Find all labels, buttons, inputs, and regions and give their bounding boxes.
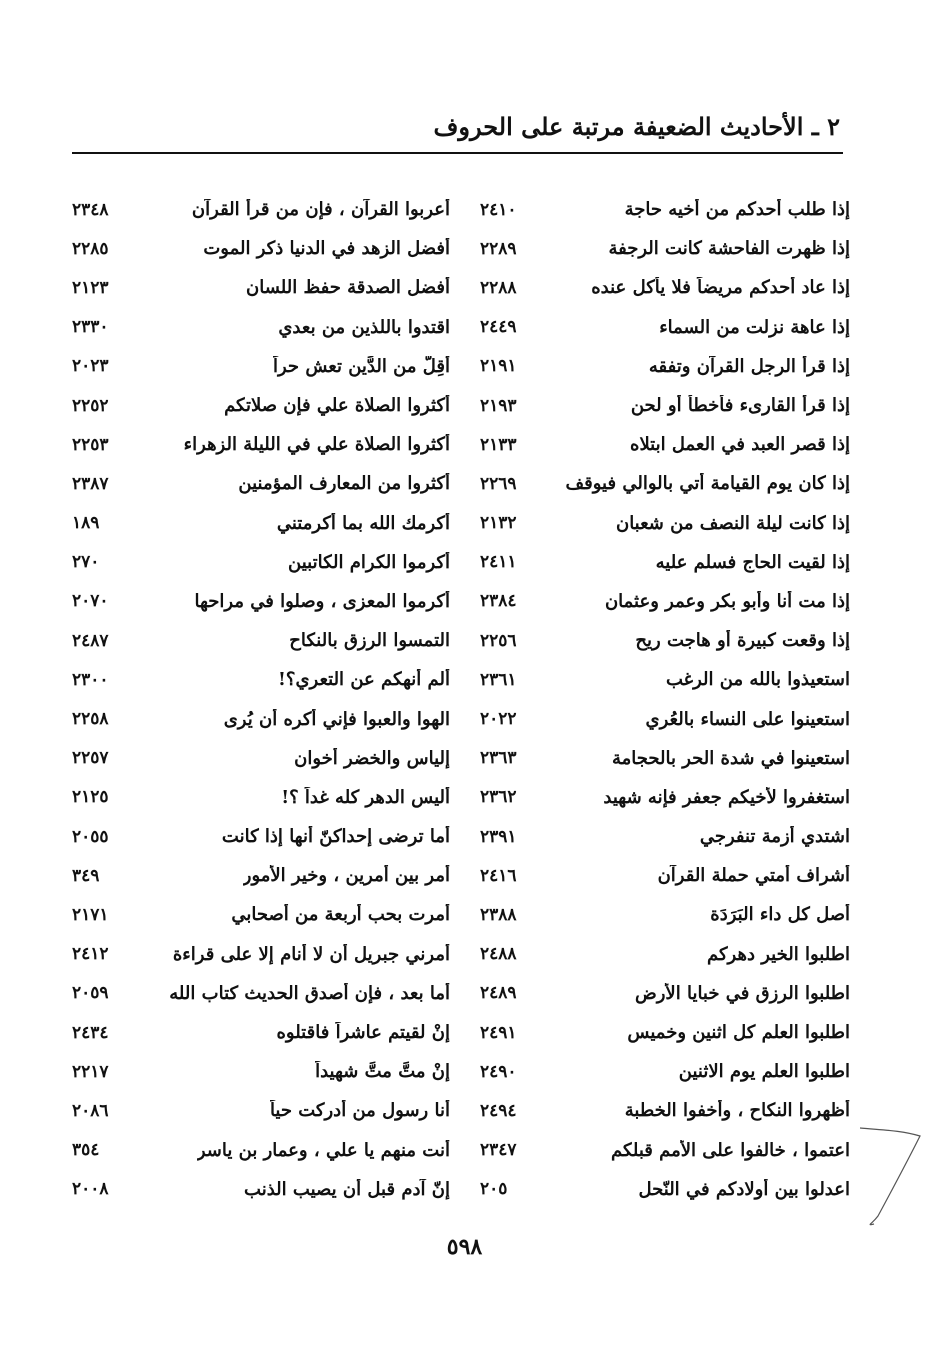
index-entry bbox=[480, 386, 850, 425]
hadith-number: ٢١٣٢ bbox=[480, 513, 517, 534]
hadith-number: ٢١٧١ bbox=[72, 904, 109, 925]
hadith-number: ٢٤٨٧ bbox=[72, 630, 109, 651]
hadith-number: ٢٤٨٨ bbox=[480, 944, 517, 965]
hadith-phrase: إنْ لقيتم عاشراً فاقتلوه bbox=[276, 1022, 450, 1044]
hadith-phrase: أكرموا المعزى ، وصلوا في مراحها bbox=[194, 590, 450, 612]
hadith-phrase: أقِلَّ من الدَّين تعش حراً bbox=[273, 355, 450, 377]
index-entry bbox=[480, 1170, 850, 1209]
hadith-number: ٢٢٨٨ bbox=[480, 277, 517, 298]
hadith-phrase: أكرمك الله بما أكرمتني bbox=[276, 512, 450, 534]
hadith-phrase: اقتدوا باللذين من بعدي bbox=[278, 316, 450, 338]
index-entry bbox=[72, 660, 450, 699]
hadith-number: ٢٤٤٩ bbox=[480, 317, 517, 338]
hadith-phrase: أنا رسول من أدركت حياً bbox=[269, 1100, 450, 1122]
hadith-phrase: إذا ظهرت الفاحشة كانت الرجفة bbox=[608, 238, 850, 260]
hadith-phrase: أكثروا الصلاة علي في الليلة الزهراء bbox=[183, 434, 450, 456]
hadith-number: ٢٣٦٣ bbox=[480, 748, 517, 769]
hadith-phrase: أمر بين أمرين ، وخير الأمور bbox=[242, 865, 450, 887]
index-entry bbox=[480, 190, 850, 229]
hadith-phrase: استعينوا على النساء بالعُري bbox=[645, 708, 850, 730]
hadith-number: ٢٠٠٨ bbox=[72, 1179, 109, 1200]
hadith-phrase: ألم أنهكم عن التعري؟! bbox=[277, 669, 450, 691]
hadith-phrase: إذا عاهة نزلت من السماء bbox=[659, 316, 850, 338]
index-entry bbox=[480, 1052, 850, 1091]
hadith-phrase: إذا مت أنا وأبو بكر وعمر وعثمان bbox=[604, 590, 850, 612]
index-entry bbox=[480, 347, 850, 386]
index-entry bbox=[72, 699, 450, 738]
index-entry bbox=[480, 1131, 850, 1170]
index-entry bbox=[72, 268, 450, 307]
index-entry bbox=[72, 1091, 450, 1130]
index-entry bbox=[480, 739, 850, 778]
index-entry bbox=[480, 543, 850, 582]
hadith-phrase: اعدلوا بين أولادكم في النّحل bbox=[638, 1178, 850, 1200]
index-entry bbox=[480, 425, 850, 464]
hadith-number: ٢٣٩١ bbox=[480, 826, 517, 847]
hadith-number: ٢١٢٣ bbox=[72, 277, 109, 298]
index-entry bbox=[72, 190, 450, 229]
index-entry bbox=[72, 1170, 450, 1209]
hadith-phrase: اطلبوا العلم يوم الاثنين bbox=[678, 1061, 850, 1083]
index-entry bbox=[480, 268, 850, 307]
index-entry bbox=[480, 1013, 850, 1052]
hadith-number: ٢١٩١ bbox=[480, 356, 517, 377]
index-entry bbox=[72, 621, 450, 660]
hadith-phrase: استعينوا في شدة الحر بالحجامة bbox=[611, 747, 850, 769]
hadith-phrase: أكرموا الكرام الكاتبين bbox=[288, 551, 450, 573]
index-entry bbox=[72, 935, 450, 974]
index-entry bbox=[480, 464, 850, 503]
hadith-phrase: إذا كان يوم القيامة أتي بالوالي فيوقف bbox=[565, 473, 850, 495]
hadith-number: ٢٣٣٠ bbox=[72, 317, 109, 338]
page-number: ٥٩٨ bbox=[446, 1234, 483, 1260]
hadith-phrase: الهوا والعبوا فإني أكره أن يُرى bbox=[223, 708, 450, 730]
index-entry bbox=[480, 229, 850, 268]
hadith-phrase: أكثروا من المعارف المؤمنين bbox=[238, 473, 450, 495]
hadith-phrase: أصل كل داء البَرَدَة bbox=[710, 904, 850, 926]
index-entry bbox=[72, 504, 450, 543]
right-column bbox=[480, 190, 850, 1209]
hadith-phrase: إذا طلب أحدكم من أخيه حاجة bbox=[624, 199, 850, 221]
index-entry bbox=[480, 895, 850, 934]
hadith-number: ٢٣٦٢ bbox=[480, 787, 517, 808]
hadith-number: ٢١٣٣ bbox=[480, 434, 517, 455]
hadith-number: ٢٤١٦ bbox=[480, 865, 517, 886]
index-entry bbox=[480, 504, 850, 543]
index-entry bbox=[480, 817, 850, 856]
hadith-phrase: التمسوا الرزق بالنكاح bbox=[289, 630, 450, 652]
hadith-number: ٢٣٤٨ bbox=[72, 199, 109, 220]
hadith-number: ٢٣٨٧ bbox=[72, 473, 109, 494]
index-entry bbox=[480, 660, 850, 699]
hadith-number: ٢٤٨٩ bbox=[480, 983, 517, 1004]
hadith-phrase: إذا قرأ الرجل القرآن وتفقه bbox=[648, 355, 850, 377]
page-title: ٢ ـ الأحاديث الضعيفة مرتبة على الحروف bbox=[433, 112, 840, 141]
index-entry bbox=[72, 856, 450, 895]
hadith-phrase: إذا وقعت كبيرة أو هاجت ريح bbox=[635, 630, 850, 652]
index-entry bbox=[72, 308, 450, 347]
hadith-number: ٢٢٦٩ bbox=[480, 473, 517, 494]
hadith-number: ٢٢٨٩ bbox=[480, 238, 517, 259]
hadith-phrase: إذا لقيت الحاج فسلم عليه bbox=[655, 551, 850, 573]
index-entry bbox=[72, 229, 450, 268]
hadith-number: ٢٢٥٧ bbox=[72, 748, 109, 769]
hadith-phrase: اشتدي أزمة تنفرجي bbox=[699, 826, 850, 848]
index-entry bbox=[480, 856, 850, 895]
hadith-number: ٢٢٥٦ bbox=[480, 630, 517, 651]
index-entry bbox=[72, 1131, 450, 1170]
hadith-number: ٢٤٩١ bbox=[480, 1022, 517, 1043]
hadith-phrase: أشراف أمتي حملة القرآن bbox=[657, 865, 850, 887]
hadith-number: ٢٤٩٤ bbox=[480, 1100, 517, 1121]
index-entry bbox=[72, 974, 450, 1013]
hadith-phrase: اطلبوا الرزق في خبايا الأرض bbox=[634, 982, 850, 1004]
hadith-phrase: أمرني جبريل أن لا أنام إلا على قراءة bbox=[172, 943, 450, 965]
hadith-number: ٢٣٤٧ bbox=[480, 1140, 517, 1161]
hadith-number: ٢٠٧٠ bbox=[72, 591, 109, 612]
index-entry bbox=[480, 974, 850, 1013]
index-entry bbox=[72, 778, 450, 817]
hadith-phrase: اعتموا ، خالفوا على الأمم قبلكم bbox=[610, 1139, 850, 1161]
hadith-phrase: إذا كانت ليلة النصف من شعبان bbox=[615, 512, 850, 534]
index-entry bbox=[480, 935, 850, 974]
hadith-number: ٢٣٨٨ bbox=[480, 904, 517, 925]
hadith-phrase: اطلبوا العلم كل اثنين وخميس bbox=[627, 1022, 850, 1044]
hadith-number: ٢٣٨٤ bbox=[480, 591, 517, 612]
index-entry bbox=[72, 425, 450, 464]
index-entry bbox=[480, 308, 850, 347]
hadith-phrase: إذا قرأ القارىء فأخطأ أو لحن bbox=[630, 395, 850, 417]
hadith-number: ٢٣٦١ bbox=[480, 669, 517, 690]
hadith-number: ٢٢٥٨ bbox=[72, 709, 109, 730]
handwritten-margin-mark bbox=[860, 1120, 928, 1230]
hadith-phrase: اطلبوا الخير دهركم bbox=[706, 943, 850, 965]
hadith-number: ٢٧٠ bbox=[72, 552, 100, 573]
hadith-number: ٣٤٩ bbox=[72, 865, 100, 886]
index-entry bbox=[480, 778, 850, 817]
hadith-phrase: أمرت بحب أربعة من أصحابي bbox=[231, 904, 450, 926]
hadith-number: ٢٠٥٩ bbox=[72, 983, 109, 1004]
index-entry bbox=[72, 543, 450, 582]
hadith-number: ٢٢٥٣ bbox=[72, 434, 109, 455]
index-entry bbox=[72, 347, 450, 386]
hadith-phrase: إنْ متَّ متَّ شهيداً bbox=[315, 1061, 450, 1083]
hadith-number: ٢٠٥ bbox=[480, 1179, 508, 1200]
hadith-number: ٢٤١١ bbox=[480, 552, 517, 573]
index-entry bbox=[72, 817, 450, 856]
hadith-number: ٢٢٥٢ bbox=[72, 395, 109, 416]
hadith-phrase: إلياس والخضر أخوان bbox=[294, 747, 450, 769]
hadith-phrase: أنت منهم يا علي ، وعمار بن ياسر bbox=[196, 1139, 450, 1161]
hadith-number: ٢٠٢٣ bbox=[72, 356, 109, 377]
hadith-number: ٢٤١٢ bbox=[72, 944, 109, 965]
hadith-number: ١٨٩ bbox=[72, 513, 100, 534]
hadith-phrase: إذا عاد أحدكم مريضاً فلا يأكل عنده bbox=[591, 277, 850, 299]
hadith-phrase: استغفروا لأخيكم جعفر فإنه شهيد bbox=[603, 786, 850, 808]
hadith-phrase: أليس الدهر كله غداً ؟! bbox=[281, 786, 450, 808]
left-column bbox=[72, 190, 450, 1209]
hadith-number: ٣٥٤ bbox=[72, 1140, 100, 1161]
index-entry bbox=[480, 699, 850, 738]
index-entry bbox=[72, 582, 450, 621]
index-entry bbox=[72, 386, 450, 425]
index-entry bbox=[480, 621, 850, 660]
index-entry bbox=[72, 1013, 450, 1052]
hadith-phrase: أظهروا النكاح ، وأخفوا الخطبة bbox=[624, 1100, 850, 1122]
index-entry bbox=[72, 464, 450, 503]
hadith-phrase: استعيذوا بالله من الرغب bbox=[665, 669, 850, 691]
hadith-number: ٢١٩٣ bbox=[480, 395, 517, 416]
hadith-number: ٢٢٨٥ bbox=[72, 238, 109, 259]
hadith-phrase: أعربوا القرآن ، فإن من قرأ القرآن bbox=[191, 199, 450, 221]
hadith-number: ٢٠٢٢ bbox=[480, 709, 517, 730]
hadith-phrase: أفضل الزهد في الدنيا ذكر الموت bbox=[203, 238, 450, 260]
hadith-phrase: إنّ آدم قبل أن يصيب الذنب bbox=[244, 1178, 450, 1200]
hadith-number: ٢١٢٥ bbox=[72, 787, 109, 808]
hadith-phrase: أما ترضى إحداكنّ أنها إذا كانت bbox=[221, 826, 450, 848]
hadith-phrase: أفضل الصدقة حفظ اللسان bbox=[246, 277, 450, 299]
index-entry bbox=[480, 1091, 850, 1130]
hadith-number: ٢٤١٠ bbox=[480, 199, 517, 220]
index-entry bbox=[72, 739, 450, 778]
hadith-phrase: أكثروا الصلاة علي فإن صلاتكم bbox=[224, 395, 450, 417]
hadith-phrase: إذا قصر العبد في العمل ابتلاه bbox=[630, 434, 850, 456]
index-entry bbox=[480, 582, 850, 621]
index-entry bbox=[72, 895, 450, 934]
index-entry bbox=[72, 1052, 450, 1091]
hadith-number: ٢٢١٧ bbox=[72, 1061, 109, 1082]
hadith-phrase: أما بعد ، فإن أصدق الحديث كتاب الله bbox=[169, 982, 450, 1004]
hadith-number: ٢٠٨٦ bbox=[72, 1100, 109, 1121]
header-rule bbox=[72, 152, 843, 154]
hadith-number: ٢٣٠٠ bbox=[72, 669, 109, 690]
hadith-number: ٢٠٥٥ bbox=[72, 826, 109, 847]
hadith-number: ٢٤٣٤ bbox=[72, 1022, 109, 1043]
hadith-number: ٢٤٩٠ bbox=[480, 1061, 517, 1082]
